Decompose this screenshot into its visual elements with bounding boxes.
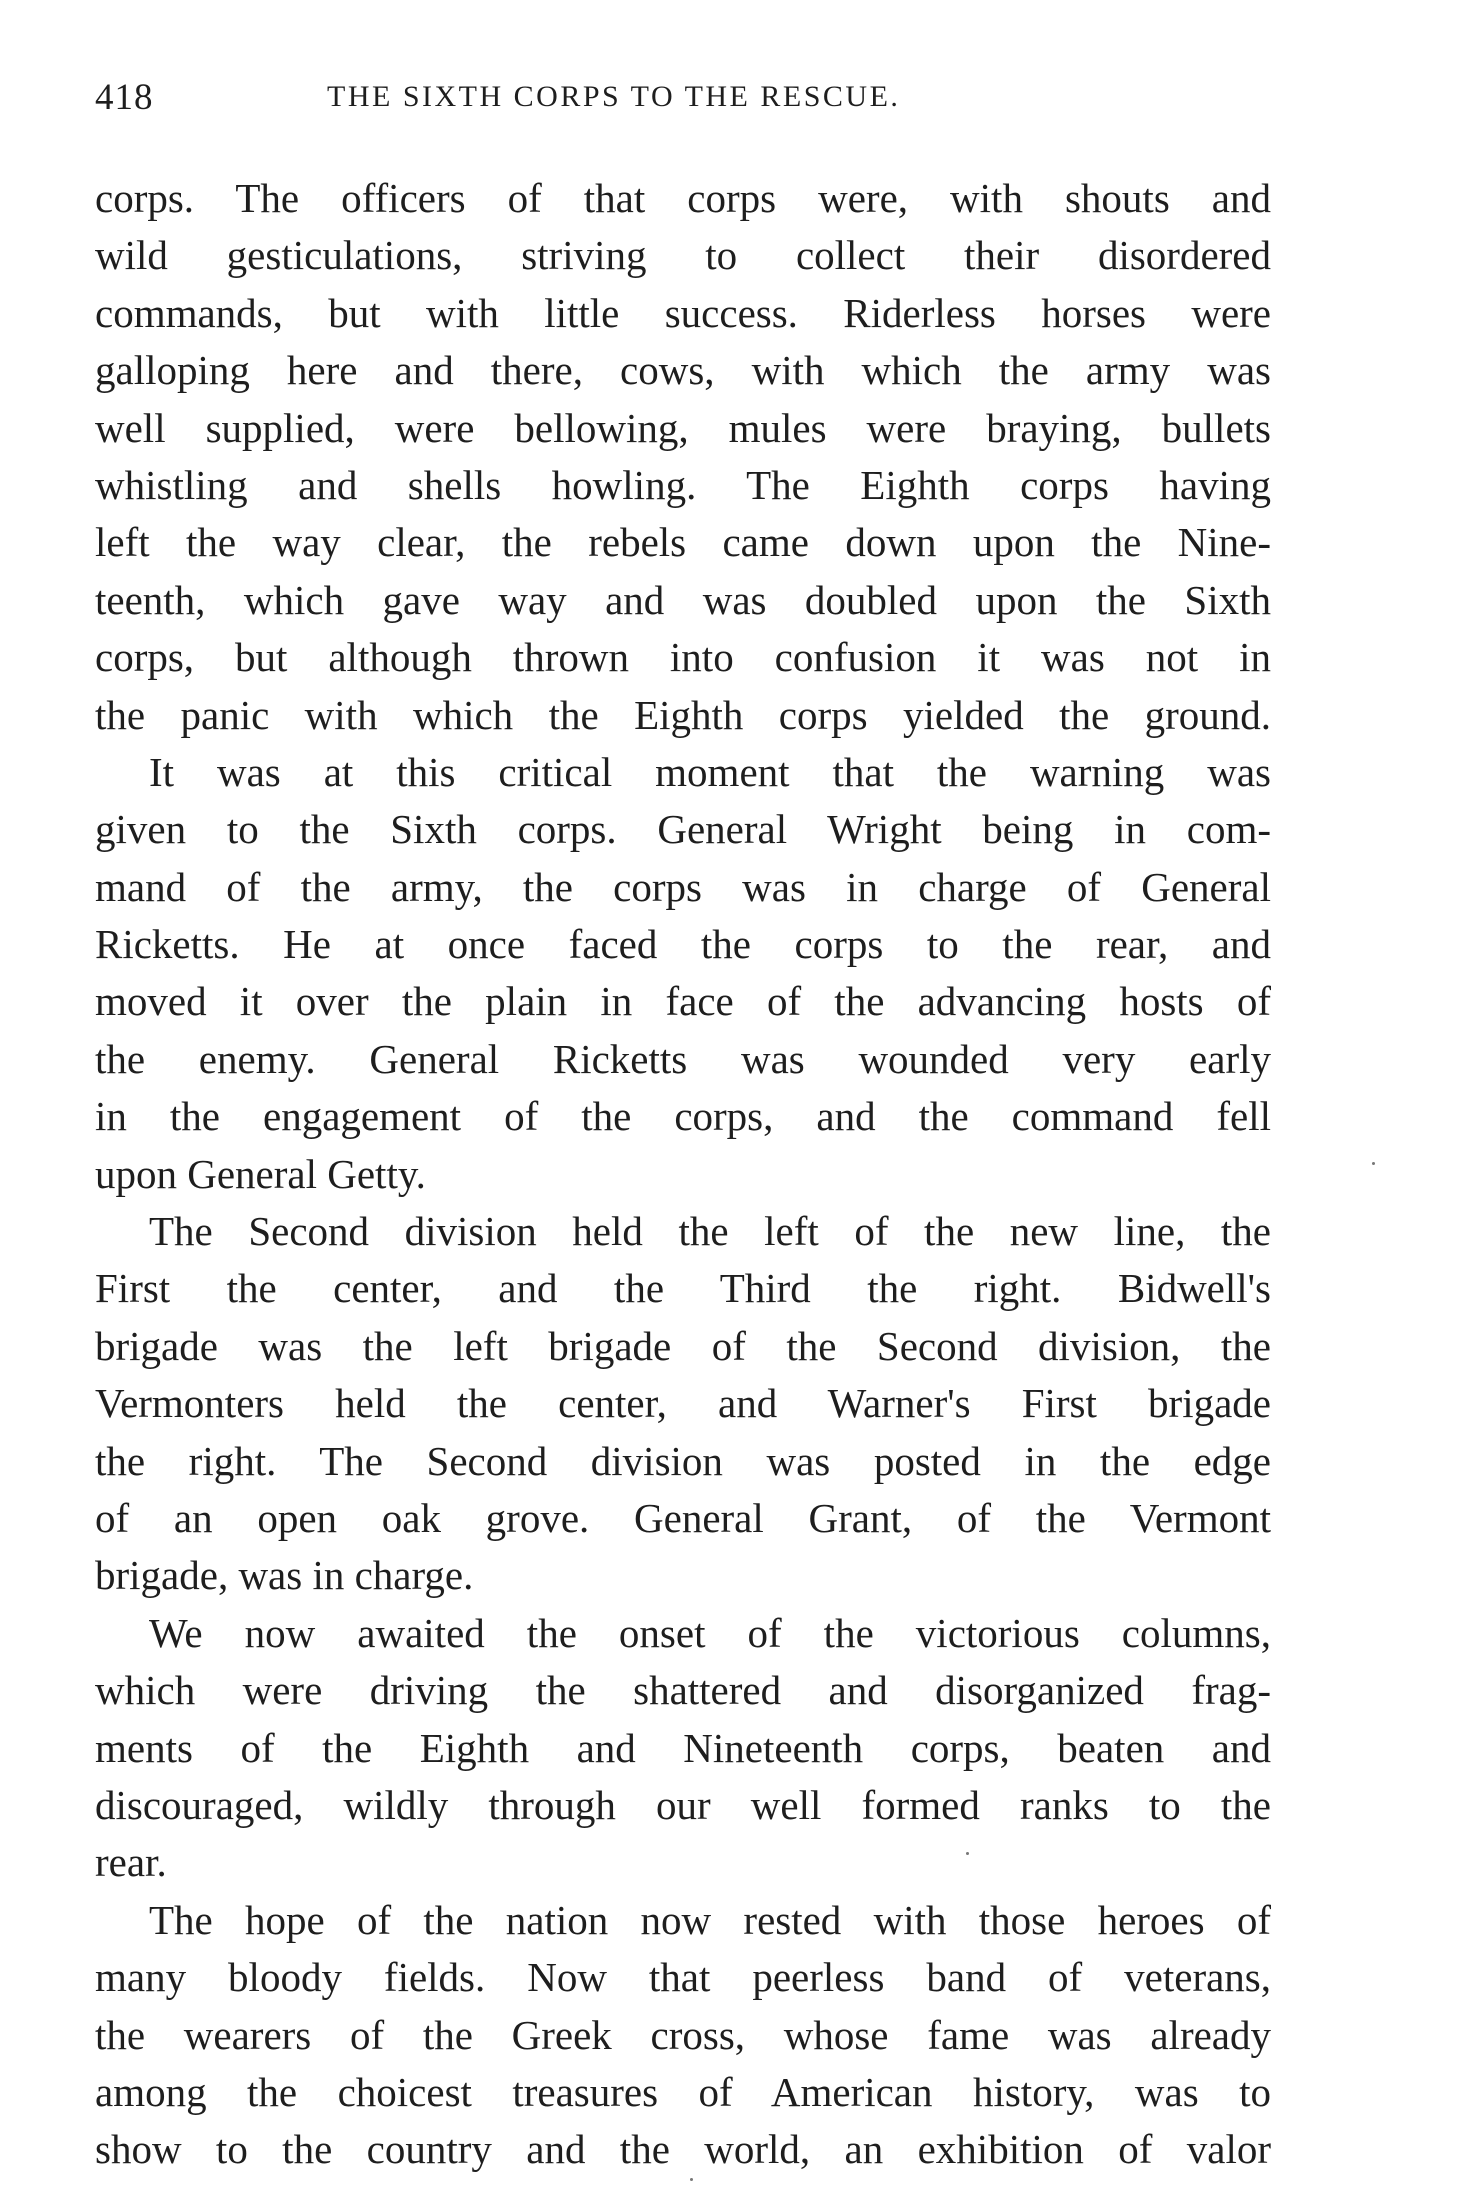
- text-line: whistling and shells howling. The Eighth corps having: [95, 461, 1271, 508]
- scan-speck: [966, 1852, 969, 1855]
- text-line: the enemy. General Ricketts was wounded very early: [95, 1035, 1271, 1082]
- text-line: upon General Getty.: [95, 1150, 426, 1197]
- running-title: THE SIXTH CORPS TO THE RESCUE.: [327, 80, 901, 113]
- text-line: rear.: [95, 1839, 167, 1886]
- text-line: show to the country and the world, an exhibition of valor: [95, 2126, 1271, 2173]
- paragraph-4: [95, 1605, 1271, 1892]
- running-head: [95, 76, 1275, 126]
- text-line: in the engagement of the corps, and the command fell: [95, 1093, 1271, 1140]
- text-line: the wearers of the Greek cross, whose fame was already: [95, 2011, 1271, 2058]
- text-line: commands, but with little success. Riderless horses were: [95, 289, 1271, 336]
- text-line: given to the Sixth corps. General Wright being in com-: [95, 806, 1271, 853]
- text-line: ments of the Eighth and Nineteenth corps, beaten and: [95, 1724, 1271, 1771]
- scan-speck: [1372, 1162, 1375, 1165]
- text-line: First the center, and the Third the right. Bidwell's: [95, 1265, 1271, 1312]
- body-text: [95, 170, 1271, 2179]
- text-line: The Second division held the left of the new line, the: [149, 1208, 1271, 1255]
- text-line: It was at this critical moment that the warning was: [149, 748, 1271, 795]
- text-line: The hope of the nation now rested with those heroes of: [149, 1896, 1271, 1943]
- paragraph-2: [95, 744, 1271, 1203]
- text-line: well supplied, were bellowing, mules were braying, bullets: [95, 404, 1271, 451]
- text-line: corps, but although thrown into confusion it was not in: [95, 634, 1271, 681]
- text-line: brigade, was in charge.: [95, 1552, 474, 1599]
- text-line: of an open oak grove. General Grant, of the Vermont: [95, 1494, 1271, 1541]
- text-line: many bloody fields. Now that peerless band of veterans,: [95, 1954, 1271, 2001]
- paragraph-5: [95, 1892, 1271, 2179]
- text-line: brigade was the left brigade of the Second division, the: [95, 1322, 1271, 1369]
- text-line: wild gesticulations, striving to collect their disordered: [95, 232, 1271, 279]
- text-line: We now awaited the onset of the victorious columns,: [149, 1609, 1271, 1656]
- text-line: Vermonters held the center, and Warner's First brigade: [95, 1380, 1271, 1427]
- text-line: corps. The officers of that corps were, with shouts and: [95, 175, 1271, 221]
- page-number: 418: [95, 77, 154, 118]
- text-line: the panic with which the Eighth corps yielded the ground.: [95, 691, 1271, 738]
- text-line: which were driving the shattered and disorganized frag-: [95, 1667, 1271, 1714]
- scan-speck: [690, 2178, 693, 2181]
- text-line: Ricketts. He at once faced the corps to the rear, and: [95, 921, 1271, 968]
- paragraph-1: [95, 170, 1271, 744]
- text-line: teenth, which gave way and was doubled upon the Sixth: [95, 576, 1271, 623]
- text-line: left the way clear, the rebels came down upon the Nine-: [95, 519, 1271, 566]
- text-line: discouraged, wildly through our well formed ranks to the: [95, 1781, 1271, 1828]
- paragraph-3: [95, 1203, 1271, 1605]
- text-line: galloping here and there, cows, with which the army was: [95, 347, 1271, 394]
- text-line: the right. The Second division was posted in the edge: [95, 1437, 1271, 1484]
- text-line: moved it over the plain in face of the advancing hosts of: [95, 978, 1271, 1025]
- text-line: among the choicest treasures of American history, was to: [95, 2068, 1271, 2115]
- text-line: mand of the army, the corps was in charge of General: [95, 863, 1271, 910]
